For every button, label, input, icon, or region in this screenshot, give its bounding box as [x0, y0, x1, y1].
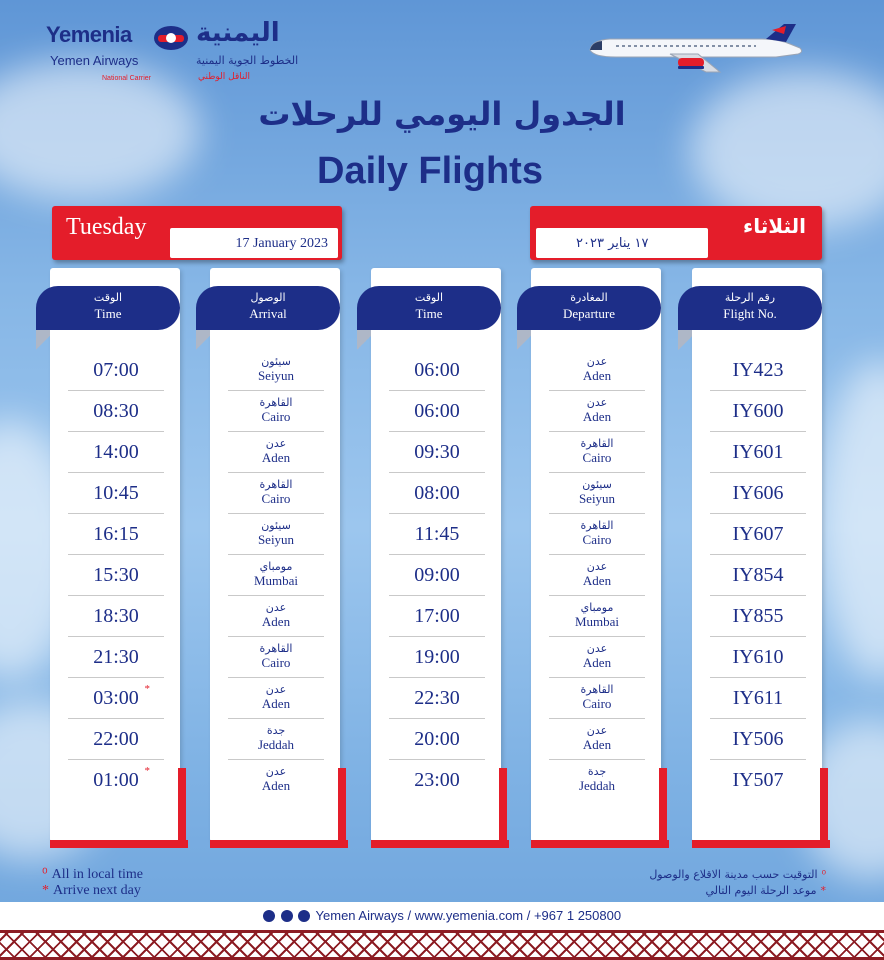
arrival-city-cell [228, 391, 324, 432]
departure-time-cell [389, 350, 485, 391]
time-value: 17:00 [414, 605, 460, 627]
city-name-en: Cairo [582, 450, 612, 465]
time-value: 11:45 [414, 523, 460, 545]
city-name-en: Cairo [261, 491, 291, 506]
departure-column [531, 268, 661, 842]
time-value: 19:00 [414, 646, 460, 668]
city-name-ar: عدن [265, 765, 287, 778]
date-banner-en [52, 206, 342, 260]
arrival-city-cell [228, 473, 324, 514]
header-fold [196, 330, 210, 356]
note-text: موعد الرحلة اليوم التالي [705, 884, 817, 897]
city-name-ar: عدن [586, 560, 608, 573]
note-next-day-en [42, 883, 141, 899]
date-label-en: 17 January 2023 [235, 236, 328, 251]
arrival-time-cell [68, 514, 164, 555]
city-name-en: Aden [261, 696, 291, 711]
header-fold [678, 330, 692, 356]
arrival-city-cell [228, 432, 324, 473]
carrier-label-en: National Carrier [102, 75, 152, 82]
note-local-time-en [42, 866, 143, 883]
departure-time-cell [389, 637, 485, 678]
city-name-en: Seiyun [257, 532, 295, 547]
city-name-ar: مومباي [580, 601, 614, 614]
city-name-ar: القاهرة [580, 519, 614, 532]
city-name-ar: القاهرة [259, 478, 293, 491]
note-text: Arrive next day [53, 883, 141, 898]
city-name-en: Aden [261, 450, 291, 465]
flight-number-cell: IY506 [710, 719, 806, 760]
city-name-ar: جدة [587, 765, 607, 778]
twitter-icon[interactable] [281, 910, 293, 922]
time-value: 09:00 [414, 564, 460, 586]
brand-name-en: Yemenia [46, 22, 132, 47]
contact-text[interactable]: Yemen Airways / www.yemenia.com / +967 1 250800 [315, 908, 622, 923]
column-header-en: Departure [563, 306, 615, 321]
city-name-ar: سيئون [261, 355, 291, 368]
rows [389, 350, 485, 800]
city-name-ar: سيئون [582, 478, 612, 491]
column-header-ar: المغادرة [570, 291, 608, 304]
note-text: All in local time [51, 867, 143, 882]
city-name-en: Cairo [582, 696, 612, 711]
flight-number-cell: IY855 [710, 596, 806, 637]
column-header [678, 286, 822, 330]
airline-emblem-icon [154, 26, 188, 50]
departure-time-cell [389, 719, 485, 760]
column-header [196, 286, 340, 330]
rows [710, 350, 806, 800]
city-name-ar: القاهرة [259, 396, 293, 409]
city-name-ar: عدن [586, 724, 608, 737]
flight-number-cell: IY423 [710, 350, 806, 391]
arrival-city-cell [228, 514, 324, 555]
header-fold [36, 330, 50, 356]
decorative-pattern [0, 930, 884, 960]
departure-city-cell [549, 637, 645, 678]
arrival-city-cell [228, 678, 324, 719]
note-mark: ⁰ [821, 868, 826, 881]
departure-city-cell [549, 473, 645, 514]
airplane-icon [586, 24, 806, 80]
time-value: 23:00 [414, 769, 460, 791]
city-name-ar: جدة [266, 724, 286, 737]
time-value: 14:00 [93, 441, 139, 463]
flight-number-cell: IY611 [710, 678, 806, 719]
arrival-city-cell [228, 760, 324, 800]
city-name-en: Jeddah [257, 737, 295, 752]
note-mark: * [820, 884, 826, 897]
departure-city-cell [549, 514, 645, 555]
time-value: 03:00 [93, 687, 139, 709]
departure-time-cell [389, 432, 485, 473]
city-name-ar: عدن [265, 683, 287, 696]
column-header-en: Arrival [249, 306, 287, 321]
city-name-ar: عدن [586, 355, 608, 368]
arrival-time-cell [68, 473, 164, 514]
time-value: 20:00 [414, 728, 460, 750]
city-name-en: Cairo [261, 409, 291, 424]
rows [228, 350, 324, 800]
date-banner-ar [530, 206, 822, 260]
rows [68, 350, 164, 800]
facebook-icon[interactable] [298, 910, 310, 922]
brand-tagline-ar: الخطوط الجوية اليمنية [196, 54, 299, 67]
header-fold [517, 330, 531, 356]
time-value: 21:30 [93, 646, 139, 668]
flight-number-cell: IY610 [710, 637, 806, 678]
city-name-en: Cairo [261, 655, 291, 670]
arrival-time-cell [68, 555, 164, 596]
flight-number-cell: IY854 [710, 555, 806, 596]
departure-time-cell [389, 555, 485, 596]
departure-city-cell [549, 391, 645, 432]
flight-number-cell: IY601 [710, 432, 806, 473]
arrival-column [210, 268, 340, 842]
city-name-en: Aden [582, 409, 612, 424]
departure-time-column [371, 268, 501, 842]
date-box-ar [536, 228, 708, 258]
date-box-en [170, 228, 338, 258]
city-name-ar: عدن [586, 396, 608, 409]
departure-city-cell [549, 760, 645, 800]
arrival-time-cell [68, 391, 164, 432]
arrival-time-cell [68, 350, 164, 391]
arrival-city-cell [228, 596, 324, 637]
city-name-en: Aden [582, 368, 612, 383]
departure-time-cell [389, 473, 485, 514]
arrival-time-cell [68, 719, 164, 760]
departure-city-cell [549, 432, 645, 473]
rows [549, 350, 645, 800]
departure-time-cell [389, 391, 485, 432]
column-header-en: Time [415, 306, 443, 321]
day-label-ar: الثلاثاء [743, 214, 806, 238]
departure-time-cell [389, 678, 485, 719]
departure-city-cell [549, 555, 645, 596]
departure-city-cell [549, 719, 645, 760]
arrival-time-column [50, 268, 180, 842]
arrival-time-cell [68, 760, 164, 800]
time-value: 16:15 [93, 523, 139, 545]
city-name-en: Seiyun [578, 491, 616, 506]
city-name-en: Seiyun [257, 368, 295, 383]
time-value: 08:00 [414, 482, 460, 504]
time-value: 18:30 [93, 605, 139, 627]
arrival-city-cell [228, 719, 324, 760]
arrival-city-cell [228, 555, 324, 596]
city-name-en: Mumbai [253, 573, 299, 588]
time-value: 15:30 [93, 564, 139, 586]
time-value: 06:00 [414, 400, 460, 422]
column-header-ar: الوقت [414, 291, 444, 304]
header-fold [357, 330, 371, 356]
brand-name-ar: اليمنية [196, 18, 280, 48]
city-name-en: Aden [261, 778, 291, 793]
column-header [357, 286, 501, 330]
city-name-ar: القاهرة [259, 642, 293, 655]
day-label-en: Tuesday [66, 214, 147, 240]
arrival-time-cell [68, 678, 164, 719]
flight-number-cell: IY606 [710, 473, 806, 514]
brand-logo [46, 20, 316, 90]
departure-city-cell [549, 678, 645, 719]
city-name-en: Aden [582, 573, 612, 588]
departure-time-cell [389, 596, 485, 637]
arrival-time-cell [68, 596, 164, 637]
column-header [517, 286, 661, 330]
brand-tagline-en: Yemen Airways [50, 53, 139, 68]
instagram-icon[interactable] [263, 910, 275, 922]
page-title-ar: الجدول اليومي للرحلات [258, 95, 626, 133]
flight-number-cell: IY600 [710, 391, 806, 432]
city-name-ar: عدن [265, 601, 287, 614]
city-name-en: Aden [582, 737, 612, 752]
note-mark: ⁰ [42, 867, 48, 882]
city-name-en: Aden [582, 655, 612, 670]
city-name-ar: القاهرة [580, 683, 614, 696]
note-next-day-ar [705, 884, 826, 897]
time-value: 01:00 [93, 769, 139, 791]
next-day-marker: * [144, 683, 150, 695]
city-name-ar: سيئون [261, 519, 291, 532]
time-value: 07:00 [93, 359, 139, 381]
note-text: التوقيت حسب مدينة الاقلاع والوصول [649, 868, 818, 881]
departure-city-cell [549, 596, 645, 637]
city-name-en: Cairo [582, 532, 612, 547]
arrival-time-cell [68, 637, 164, 678]
column-header-en: Time [94, 306, 122, 321]
departure-time-cell [389, 514, 485, 555]
page-title-en: Daily Flights [317, 150, 543, 192]
city-name-en: Aden [261, 614, 291, 629]
city-name-ar: عدن [265, 437, 287, 450]
city-name-ar: مومباي [259, 560, 293, 573]
flight-number-cell: IY507 [732, 769, 784, 791]
time-value: 06:00 [414, 359, 460, 381]
arrival-city-cell [228, 350, 324, 391]
cloud [820, 360, 884, 680]
departure-city-cell [549, 350, 645, 391]
flight-number-column [692, 268, 822, 842]
city-name-en: Jeddah [578, 778, 616, 793]
column-header-ar: الوصول [250, 291, 286, 304]
city-name-en: Mumbai [574, 614, 620, 629]
carrier-label-ar: الناقل الوطني [198, 72, 250, 82]
note-mark: * [42, 883, 49, 898]
time-value: 10:45 [93, 482, 139, 504]
note-local-time-ar [649, 868, 826, 881]
column-header [36, 286, 180, 330]
contact-line [0, 908, 884, 923]
column-header-ar: الوقت [93, 291, 123, 304]
column-header-ar: رقم الرحلة [724, 291, 776, 304]
time-value: 09:30 [414, 441, 460, 463]
flight-number-cell: IY607 [710, 514, 806, 555]
arrival-city-cell [228, 637, 324, 678]
time-value: 08:30 [93, 400, 139, 422]
city-name-ar: عدن [586, 642, 608, 655]
column-header-en: Flight No. [723, 306, 777, 321]
next-day-marker: * [144, 765, 150, 777]
arrival-time-cell [68, 432, 164, 473]
date-label-ar: ١٧ يناير ٢٠٢٣ [576, 236, 649, 251]
time-value: 22:30 [414, 687, 460, 709]
departure-time-cell [389, 760, 485, 800]
time-value: 22:00 [93, 728, 139, 750]
city-name-ar: القاهرة [580, 437, 614, 450]
footer [0, 902, 884, 930]
